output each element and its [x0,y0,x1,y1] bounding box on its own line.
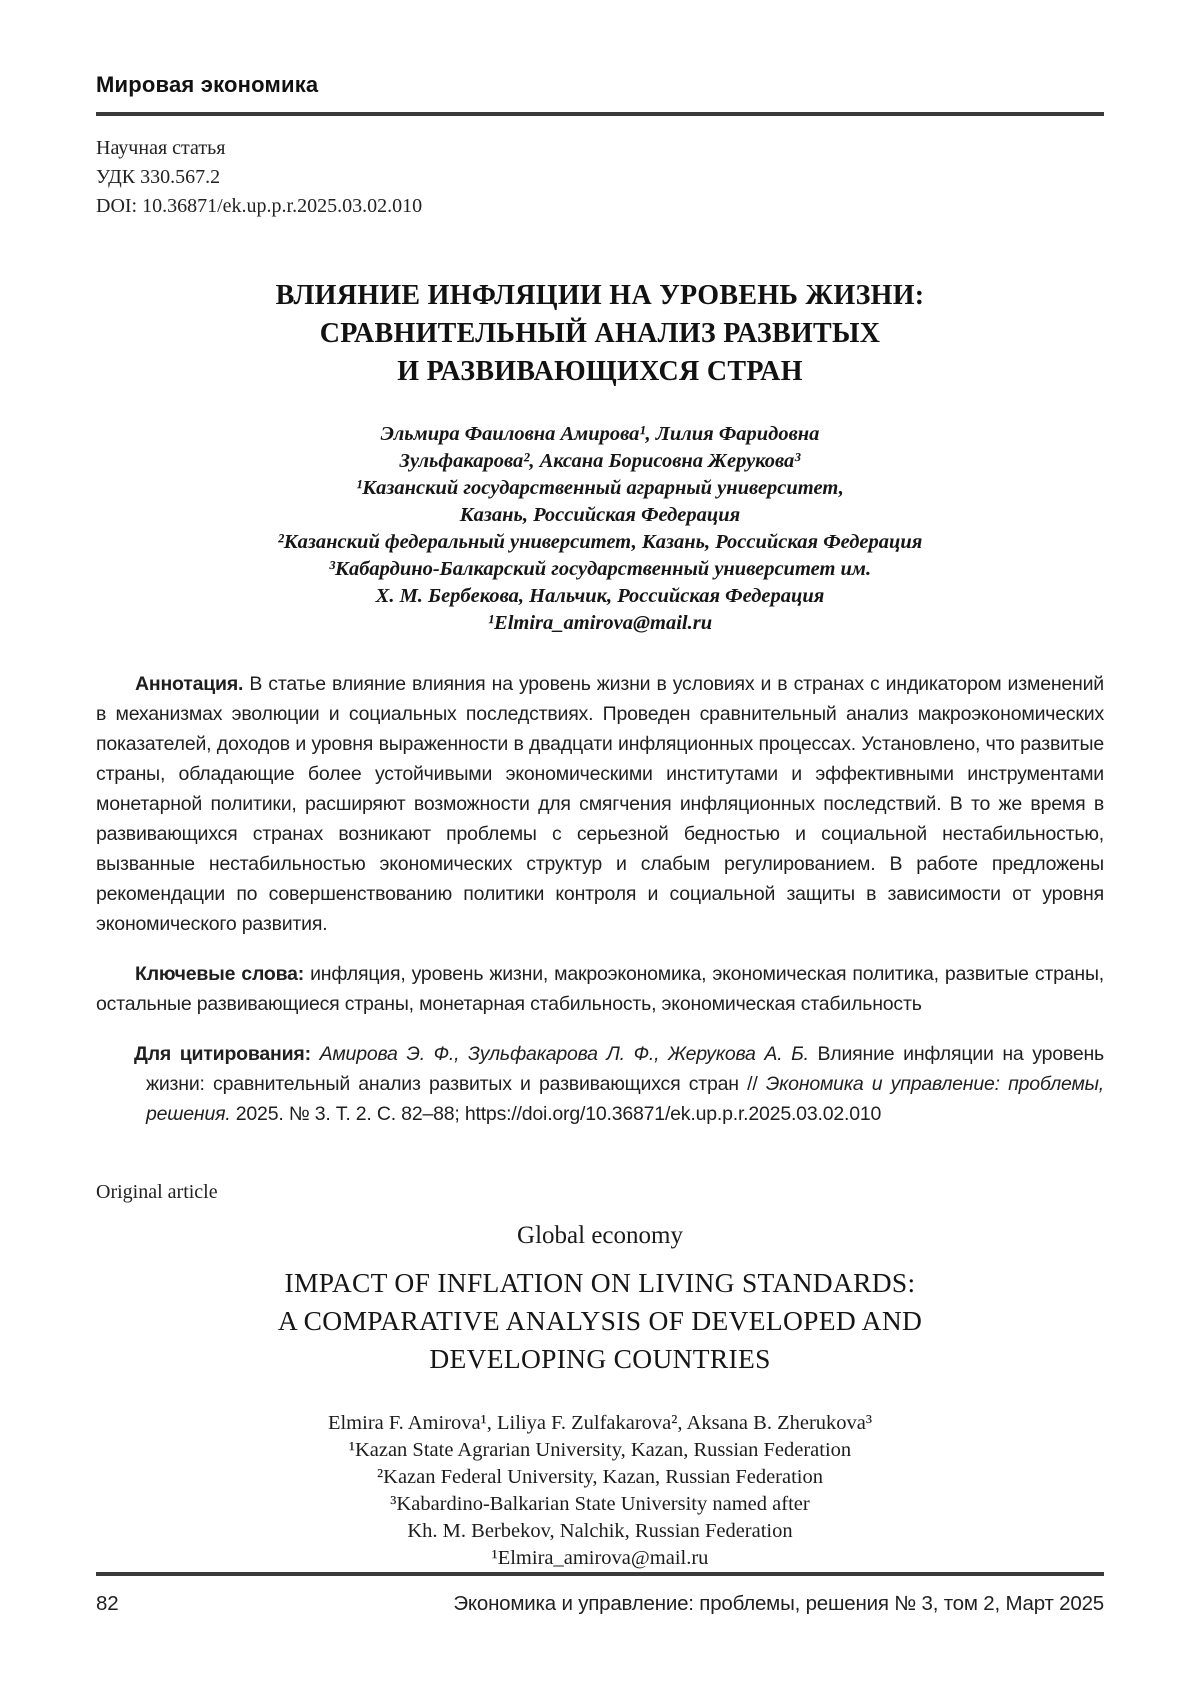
doi-line: DOI: 10.36871/ek.up.p.r.2025.03.02.010 [96,195,423,217]
article-type-ru: Научная статья [96,137,226,159]
citation-source: Экономика и управление: проблемы, решения. [146,1072,1105,1125]
abstract-paragraph [96,669,1104,939]
citation-reference: 2025. № 3. Т. 2. С. 82–88; [235,1102,460,1125]
affiliation-line-en: ³Kabardino-Balkarian State University named after [390,1492,810,1515]
affiliation-line-ru: Казань, Российская Федерация [459,504,741,526]
doi-link[interactable]: https://doi.org/10.36871/ek.up.p.r.2025.03.02.010 [464,1102,882,1125]
keywords-paragraph [96,959,1104,1019]
title-ru-line: СРАВНИТЕЛЬНЫЙ АНАЛИЗ РАЗВИТЫХ [319,318,881,349]
page-footer [96,1572,1104,1616]
citation-title: Влияние инфляции на уровень жизни: сравнительный анализ развитых и развивающихся стран // [146,1042,1104,1095]
section-kicker: Мировая экономика [96,72,319,97]
article-type-en: Original article [96,1180,218,1203]
citation-authors: Амирова Э. Ф., Зульфакарова Л. Ф., Жерукова А. Б. [319,1042,809,1065]
affiliation-line-ru: ¹Казанский государственный аграрный университет, [356,477,844,499]
section-label-en: Global economy [517,1221,683,1249]
email-link-en[interactable]: ¹Elmira_amirova@mail.ru [491,1546,709,1569]
title-ru-line: И РАЗВИВАЮЩИХСЯ СТРАН [397,356,803,387]
authors-block-en [96,1410,1104,1572]
article-title-en [96,1264,1104,1378]
footer-rule [96,1572,1104,1576]
udc-line: УДК 330.567.2 [96,166,221,188]
title-en-line: IMPACT OF INFLATION ON LIVING STANDARDS: [284,1266,916,1298]
authors-block-ru [96,421,1104,637]
journal-footer-line: Экономика и управление: проблемы, решения № 3, том 2, Март 2025 [453,1592,1104,1615]
abstract-label: Аннотация. [135,673,244,695]
affiliation-line-en: ¹Kazan State Agrarian University, Kazan, Russian Federation [348,1438,852,1461]
title-ru-line: ВЛИЯНИЕ ИНФЛЯЦИИ НА УРОВЕНЬ ЖИЗНИ: [275,280,925,311]
citation-label: Для цитирования: [134,1042,311,1065]
footer-row [96,1592,1104,1616]
affiliation-line-en: Kh. M. Berbekov, Nalchik, Russian Federation [407,1519,793,1542]
page-number: 82 [96,1592,119,1615]
header-rule [96,112,1104,116]
article-title-ru [96,277,1104,391]
affiliation-line-en: ²Kazan Federal University, Kazan, Russian Federation [377,1465,823,1488]
affiliation-line-ru: ³Кабардино-Балкарский государственный университет им. [328,558,872,580]
page-content [96,0,1104,1572]
abstract-text: В статье влияние влияния на уровень жизни в условиях и в странах с индикатором изменений в механизмах эволюции и социальных последствиях. Проведен сравнительный анализ макроэкономических показателей, доходов и уровня выраженности в двадцати инфляционных процессах. Установлено, что развитые страны, обладающие более устойчивыми экономическими институтами и эффективными инструментами монетарной политики, расширяют возможности для смягчения инфляционных последствий. В то же время в развивающихся странах возникают проблемы с серьезной бедностью и социальной нестабильностью, вызванные нестабильностью экономических структур и слабым регулированием. В работе предложены рекомендации по совершенствованию политики контроля и социальной защиты в зависимости от уровня экономического развития. [96,673,1105,935]
affiliation-line-ru: ²Казанский федеральный университет, Казань, Российская Федерация [277,531,923,553]
title-en-line: DEVELOPING COUNTRIES [429,1342,771,1374]
article-meta [96,134,1104,221]
affiliation-line-ru: Х. М. Бербекова, Нальчик, Российская Федерация [375,585,825,607]
title-en-line: A COMPARATIVE ANALYSIS OF DEVELOPED AND [277,1304,923,1336]
author-line-ru: Зульфакарова², Аксана Борисовна Жерукова³ [399,450,801,472]
author-line-ru: Эльмира Фаиловна Амирова¹, Лилия Фаридовна [380,423,820,445]
keywords-label: Ключевые слова: [135,962,305,985]
citation-block [134,1039,1105,1129]
email-link-ru[interactable]: ¹Elmira_amirova@mail.ru [487,612,713,634]
author-line-en: Elmira F. Amirova¹, Liliya F. Zulfakarova², Aksana B. Zherukova³ [327,1411,873,1434]
keywords-text: инфляция, уровень жизни, макроэкономика, экономическая политика, развитые страны, остальные развивающиеся страны, монетарная стабильность, экономическая стабильность [96,962,1105,1015]
